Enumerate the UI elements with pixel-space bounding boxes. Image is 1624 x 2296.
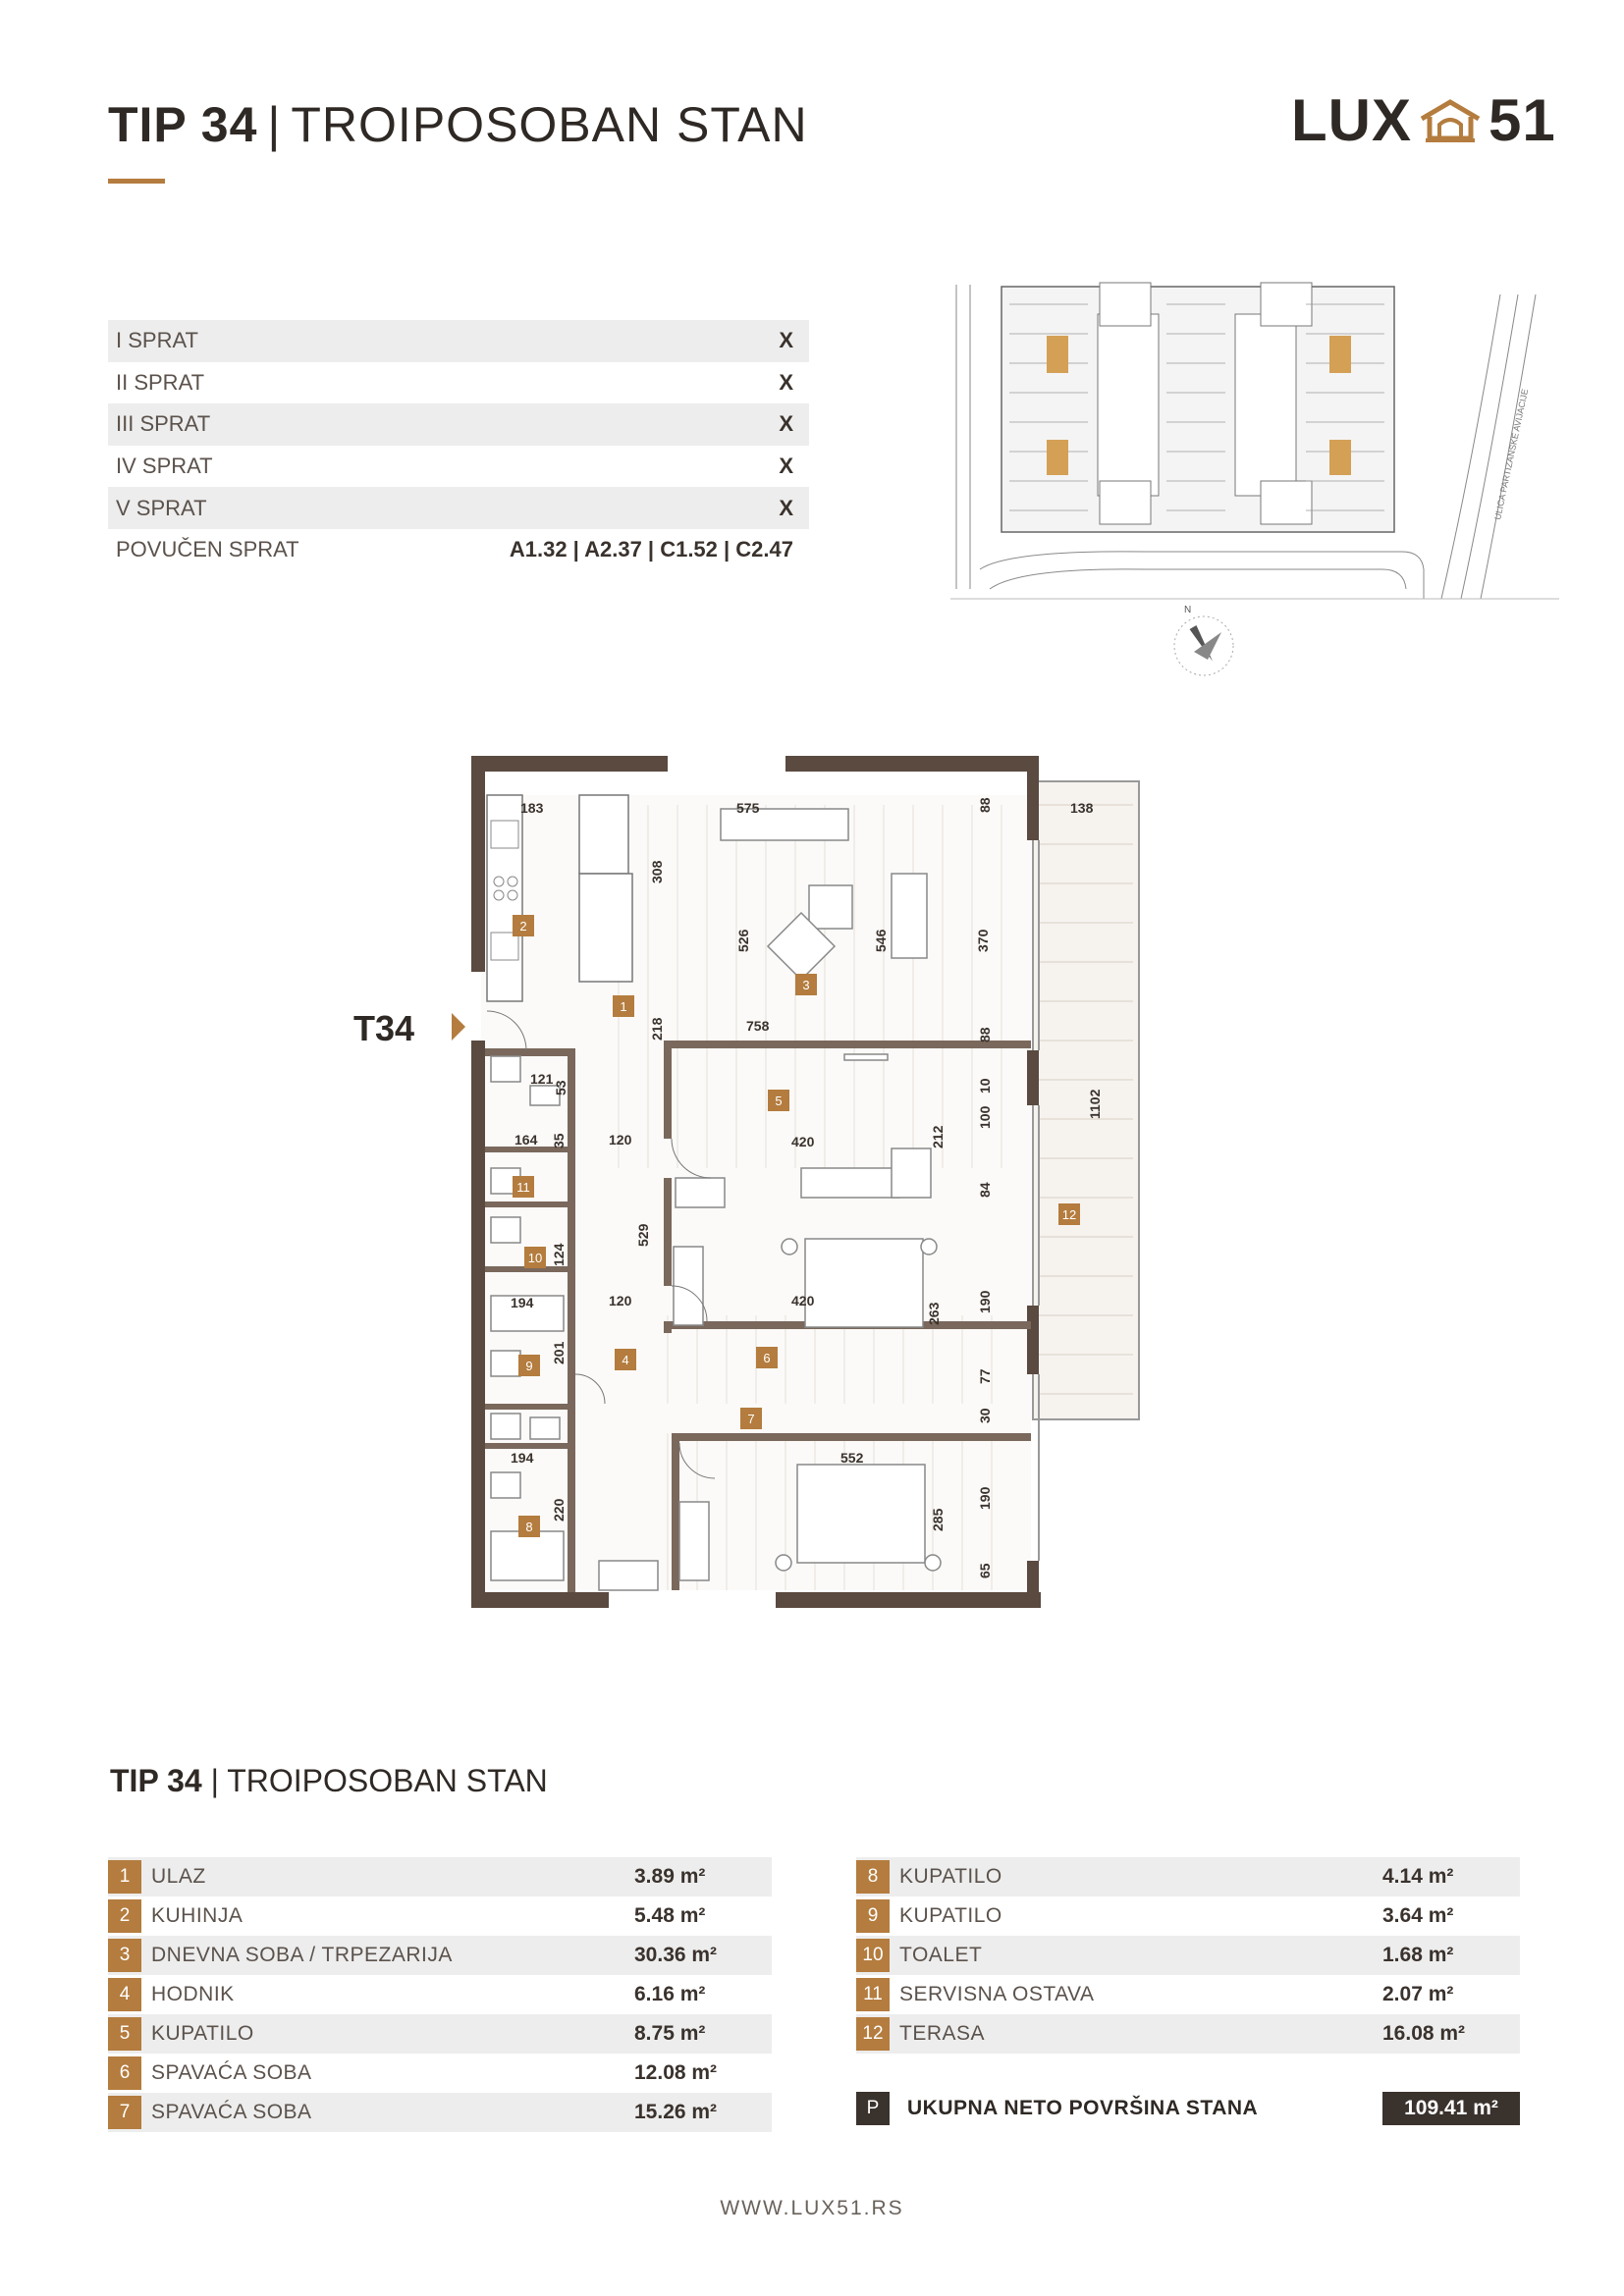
dimension-label: 526 [735, 929, 751, 952]
room-row [108, 1975, 772, 2014]
svg-text:2: 2 [519, 919, 527, 934]
room-number-badge: 2 [108, 1899, 141, 1933]
room-row [856, 1936, 1520, 1975]
room-number-badge: 9 [856, 1899, 890, 1933]
title-underline [108, 179, 165, 184]
floor-label: POVUČEN SPRAT [116, 537, 299, 562]
room-area: 8.75 m² [634, 2022, 706, 2045]
dimension-label: 190 [977, 1290, 993, 1313]
floor-value: X [779, 411, 793, 437]
room-number-badge: 3 [108, 1939, 141, 1972]
floor-label: III SPRAT [116, 411, 211, 437]
dimension-label: 30 [977, 1408, 993, 1423]
floor-row [108, 446, 809, 488]
floor-value: X [779, 454, 793, 479]
title-description: TROIPOSOBAN STAN [291, 97, 808, 152]
room-name: SPAVAĆA SOBA [151, 2061, 312, 2084]
brand-logo [1291, 86, 1556, 154]
summary-title-type: TIP 34 [110, 1763, 202, 1798]
room-area: 2.07 m² [1382, 1983, 1454, 2005]
room-marker [513, 1176, 534, 1198]
unit-label: T34 [353, 1008, 415, 1048]
compass-icon [1174, 605, 1233, 675]
svg-text:4: 4 [622, 1353, 629, 1367]
room-name: KUPATILO [151, 2022, 254, 2045]
svg-text:12: 12 [1061, 1207, 1077, 1222]
summary-title-separator: | [210, 1763, 219, 1798]
floor-row [108, 487, 809, 529]
dimension-label: 218 [649, 1017, 665, 1041]
room-row [108, 2093, 772, 2132]
room-number-badge: 8 [856, 1860, 890, 1894]
svg-text:11: 11 [516, 1180, 530, 1195]
dimension-label: 10 [977, 1078, 993, 1094]
dimension-label: 121 [530, 1071, 554, 1087]
dimension-label: 285 [930, 1508, 946, 1531]
room-marker [740, 1408, 762, 1429]
dimension-label: 758 [746, 1018, 770, 1034]
floor-value: X [779, 328, 793, 353]
room-marker [513, 915, 534, 936]
dimension-label: 194 [511, 1295, 534, 1310]
site-plan [950, 275, 1559, 697]
dimension-label: 120 [609, 1293, 632, 1308]
floor-value: X [779, 369, 793, 395]
room-marker [1058, 1203, 1080, 1225]
floor-row [108, 529, 809, 571]
total-area-row [856, 2091, 1520, 2126]
title-separator: | [267, 97, 282, 152]
room-name: ULAZ [151, 1865, 206, 1888]
floor-row [108, 403, 809, 446]
dimension-label: 420 [791, 1134, 815, 1149]
dimension-label: 263 [926, 1302, 942, 1325]
room-marker [613, 995, 634, 1017]
total-area-label: UKUPNA NETO POVRŠINA STANA [907, 2097, 1259, 2119]
room-area: 12.08 m² [634, 2061, 718, 2084]
room-area: 6.16 m² [634, 1983, 706, 2005]
room-name: KUPATILO [899, 1865, 1002, 1888]
room-marker [756, 1347, 778, 1368]
floor-row [108, 320, 809, 362]
dimension-label: 308 [649, 860, 665, 883]
room-marker [524, 1247, 546, 1268]
floor-label: V SPRAT [116, 495, 207, 520]
room-row [856, 2014, 1520, 2054]
dimension-label: 220 [551, 1498, 567, 1522]
room-name: TERASA [899, 2022, 986, 2045]
summary-title-description: TROIPOSOBAN STAN [227, 1763, 548, 1798]
room-name: DNEVNA SOBA / TRPEZARIJA [151, 1944, 453, 1966]
dimension-label: 120 [609, 1132, 632, 1148]
total-area-value: 109.41 m² [1382, 2092, 1520, 2125]
room-area: 3.64 m² [1382, 1904, 1454, 1927]
room-number-badge: 7 [108, 2096, 141, 2129]
dimension-label: 212 [930, 1125, 946, 1148]
room-number-badge: 11 [856, 1978, 890, 2011]
dimension-label: 77 [977, 1368, 993, 1384]
svg-text:6: 6 [763, 1351, 771, 1365]
dimension-label: 190 [977, 1486, 993, 1510]
dimension-label: 575 [736, 800, 760, 816]
title-type: TIP 34 [108, 97, 258, 152]
dimension-label: 53 [553, 1080, 568, 1095]
room-number-badge: 6 [108, 2056, 141, 2090]
street-label: ULICA PARTIZANSKE AVIJACIJE [1492, 388, 1531, 521]
total-marker-badge: P [856, 2092, 890, 2125]
svg-text:1: 1 [620, 999, 627, 1014]
room-marker [768, 1090, 789, 1111]
floor-value: A1.32 | A2.37 | C1.52 | C2.47 [509, 537, 793, 562]
room-name: KUHINJA [151, 1904, 244, 1927]
dimension-label: 84 [977, 1182, 993, 1198]
dimension-label: 194 [511, 1450, 534, 1466]
room-area: 15.26 m² [634, 2101, 718, 2123]
dimension-label: 124 [551, 1243, 567, 1266]
floor-availability-table [108, 320, 809, 571]
svg-text:3: 3 [802, 978, 810, 992]
dimension-label: 164 [514, 1132, 538, 1148]
dimension-label: 552 [840, 1450, 864, 1466]
compass-north-label: N [1184, 605, 1192, 615]
dimension-label: 370 [975, 929, 991, 952]
room-marker [795, 974, 817, 995]
room-area: 4.14 m² [1382, 1865, 1454, 1888]
room-area: 1.68 m² [1382, 1944, 1454, 1966]
room-name: HODNIK [151, 1983, 235, 2005]
room-area: 5.48 m² [634, 1904, 706, 1927]
dimension-label: 183 [520, 800, 544, 816]
dimension-label: 1102 [1087, 1089, 1103, 1119]
room-number-badge: 1 [108, 1860, 141, 1894]
floor-label: IV SPRAT [116, 454, 213, 479]
room-marker [615, 1349, 636, 1370]
room-area-table-left [108, 1857, 772, 2132]
logo-text-left: LUX [1291, 87, 1412, 153]
summary-title [110, 1763, 548, 1799]
room-number-badge: 4 [108, 1978, 141, 2011]
svg-text:7: 7 [747, 1412, 755, 1426]
dimension-label: 88 [977, 797, 993, 813]
svg-text:8: 8 [525, 1520, 533, 1534]
room-row [108, 2054, 772, 2093]
room-name: TOALET [899, 1944, 983, 1966]
dimension-label: 546 [873, 929, 889, 952]
room-row [108, 1896, 772, 1936]
room-area: 16.08 m² [1382, 2022, 1466, 2045]
dimension-label: 529 [635, 1223, 651, 1247]
page-title [108, 96, 808, 153]
floor-value: X [779, 495, 793, 520]
floor-label: I SPRAT [116, 328, 198, 353]
room-row [108, 1857, 772, 1896]
svg-text:9: 9 [525, 1359, 533, 1373]
room-name: SERVISNA OSTAVA [899, 1983, 1095, 2005]
room-area: 30.36 m² [634, 1944, 718, 1966]
dimension-label: 65 [977, 1563, 993, 1578]
room-row [108, 2014, 772, 2054]
dimension-label: 35 [551, 1133, 567, 1148]
room-name: SPAVAĆA SOBA [151, 2101, 312, 2123]
logo-text-right: 51 [1489, 87, 1556, 153]
dimension-label: 138 [1070, 800, 1094, 816]
footer-url[interactable]: WWW.LUX51.RS [720, 2197, 904, 2219]
room-area: 3.89 m² [634, 1865, 706, 1888]
entry-arrow-icon [452, 1013, 465, 1041]
room-row [856, 1896, 1520, 1936]
dimension-label: 201 [551, 1341, 567, 1364]
room-number-badge: 12 [856, 2017, 890, 2051]
room-row [856, 1975, 1520, 2014]
room-name: KUPATILO [899, 1904, 1002, 1927]
floor-plan [353, 756, 1159, 1610]
dimension-label: 100 [977, 1105, 993, 1129]
room-row [108, 1936, 772, 1975]
room-marker [518, 1516, 540, 1537]
room-number-badge: 5 [108, 2017, 141, 2051]
room-marker [518, 1355, 540, 1376]
room-row [856, 1857, 1520, 1896]
room-number-badge: 10 [856, 1939, 890, 1972]
dimension-label: 88 [977, 1027, 993, 1042]
dimension-label: 420 [791, 1293, 815, 1308]
floor-label: II SPRAT [116, 369, 205, 395]
svg-text:10: 10 [527, 1251, 543, 1265]
house-icon [1418, 99, 1483, 142]
room-area-table-right [856, 1857, 1520, 2054]
svg-text:5: 5 [775, 1094, 783, 1108]
floor-row [108, 362, 809, 404]
